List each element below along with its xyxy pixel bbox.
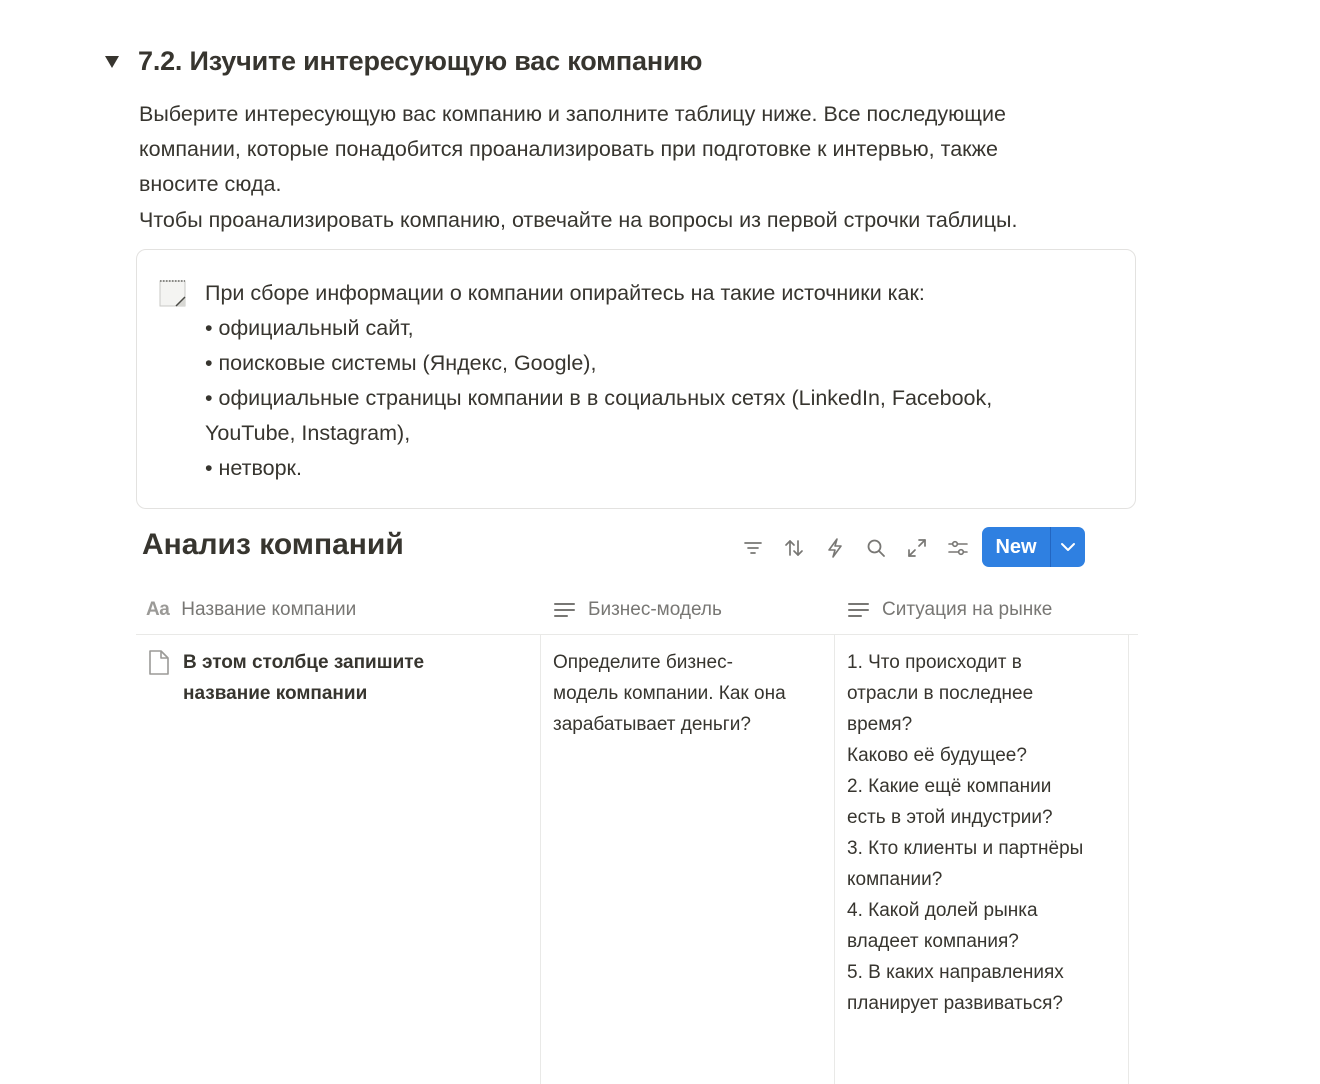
title-property-icon — [146, 599, 169, 621]
callout-line: При сборе информации о компании опирайтесь на такие источники как: — [205, 281, 925, 305]
filter-icon[interactable] — [732, 528, 773, 568]
cell-line: В этом столбце запишите — [183, 652, 425, 673]
cell-line: зарабатывает деньги? — [553, 714, 751, 735]
intro-paragraph — [139, 97, 1139, 202]
cell-line: владеет компания? — [847, 931, 1019, 952]
cell-business-model[interactable] — [553, 647, 833, 740]
cell-line: 4. Какой долей рынка — [847, 900, 1038, 921]
cell-line: планирует развиваться? — [847, 993, 1063, 1014]
callout-line: • нетворк. — [205, 456, 302, 480]
cell-line: Определите бизнес- — [553, 652, 733, 673]
column-divider — [834, 634, 835, 1084]
toggle-block — [100, 46, 702, 77]
callout-block — [136, 249, 1136, 509]
sort-icon[interactable] — [773, 528, 814, 568]
expand-icon[interactable] — [896, 528, 937, 568]
cell-line: 2. Какие ещё компании — [847, 776, 1052, 797]
notepad-icon[interactable] — [159, 278, 187, 308]
page-icon[interactable] — [148, 649, 170, 681]
cell-line: Каково её будущее? — [847, 745, 1027, 766]
column-header-label: Название компании — [181, 598, 357, 620]
instructions-paragraph: Чтобы проанализировать компанию, отвечайте на вопросы из первой строчки таблицы. — [139, 208, 1018, 232]
cell-line: 1. Что происходит в — [847, 652, 1022, 673]
table-header — [136, 585, 1138, 635]
text-property-icon — [847, 601, 870, 619]
callout-text — [205, 276, 1105, 486]
cell-line: модель компании. Как она — [553, 683, 786, 704]
search-icon[interactable] — [855, 528, 896, 568]
text-property-icon — [553, 601, 576, 619]
cell-line: есть в этой индустрии? — [847, 807, 1053, 828]
cell-line: 3. Кто клиенты и партнёры — [847, 838, 1084, 859]
intro-line: Выберите интересующую вас компанию и заполните таблицу ниже. Все последующие — [139, 102, 1006, 126]
cell-line: 5. В каких направлениях — [847, 962, 1064, 983]
intro-line: компании, которые понадобится проанализировать при подготовке к интервью, также — [139, 137, 998, 161]
new-button-group — [982, 527, 1085, 567]
new-button[interactable]: New — [995, 535, 1037, 558]
callout-line: • официальные страницы компании в в социальных сетях (LinkedIn, Facebook, — [205, 386, 993, 410]
title-property-icon-text: Aa — [146, 598, 170, 620]
cell-line: отрасли в последнее — [847, 683, 1034, 704]
callout-line: YouTube, Instagram), — [205, 421, 411, 445]
settings-icon[interactable] — [937, 528, 978, 568]
toggle-heading[interactable]: 7.2. Изучите интересующую вас компанию — [138, 46, 703, 76]
database-toolbar — [732, 528, 978, 568]
callout-line: • поисковые системы (Яндекс, Google), — [205, 351, 597, 375]
column-header-market-situation[interactable] — [847, 585, 1052, 634]
callout-line: • официальный сайт, — [205, 316, 414, 340]
column-header-business-model[interactable] — [553, 585, 722, 634]
cell-line: название компании — [183, 683, 368, 704]
cell-company-name[interactable] — [183, 647, 483, 709]
column-header-company-name[interactable] — [146, 585, 356, 634]
database-table — [136, 585, 1138, 1084]
triangle-down-icon[interactable] — [100, 50, 124, 74]
database-title[interactable]: Анализ компаний — [142, 528, 404, 561]
column-divider — [540, 634, 541, 1084]
intro-line: вносите сюда. — [139, 172, 282, 196]
column-header-label: Ситуация на рынке — [882, 598, 1053, 620]
cell-line: время? — [847, 714, 913, 735]
chevron-down-icon[interactable] — [1051, 527, 1085, 567]
cell-market-situation[interactable] — [847, 647, 1132, 1019]
column-header-label: Бизнес-модель — [588, 598, 722, 620]
automation-icon[interactable] — [814, 528, 855, 568]
cell-line: компании? — [847, 869, 943, 890]
